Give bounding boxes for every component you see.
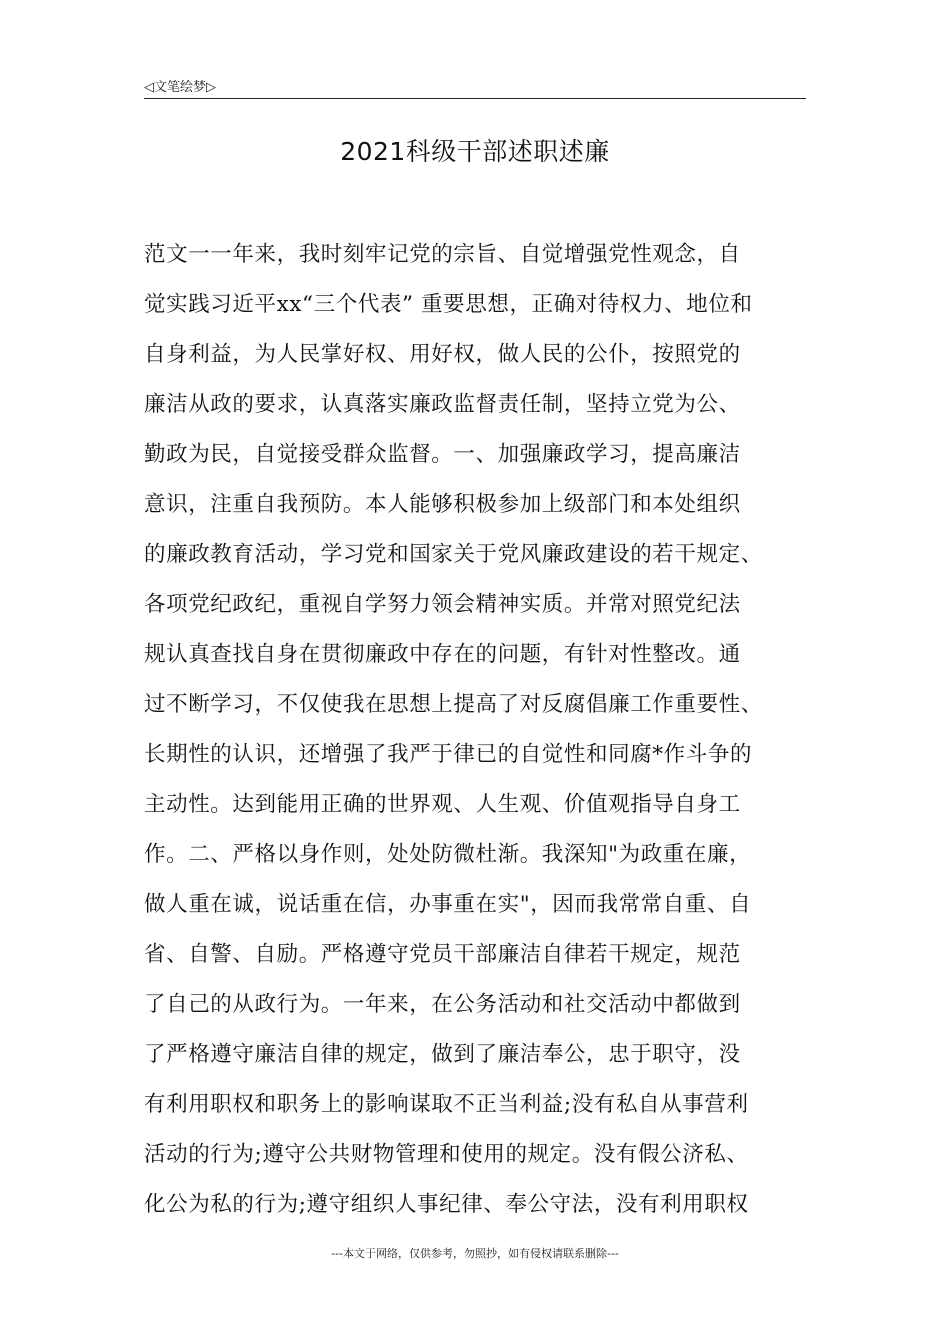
body-line: 自身利益，为人民掌好权、用好权，做人民的公仆，按照党的 <box>144 342 741 367</box>
body-line: 范文一一年来，我时刻牢记党的宗旨、自觉增强党性观念，自 <box>144 242 741 267</box>
body-line: 化公为私的行为;遵守组织人事纪律、奉公守法，没有利用职权 <box>144 1192 749 1217</box>
body-line: 作。二、严格以身作则，处处防微杜渐。我深知"为政重在廉， <box>144 842 752 867</box>
body-line: 活动的行为;遵守公共财物管理和使用的规定。没有假公济私、 <box>144 1142 749 1167</box>
document-body <box>144 230 844 1230</box>
body-line: 主动性。达到能用正确的世界观、人生观、价值观指导自身工 <box>144 792 741 817</box>
body-line: 意识，注重自我预防。本人能够积极参加上级部门和本处组织 <box>144 492 741 517</box>
body-line: 勤政为民，自觉接受群众监督。一、加强廉政学习，提高廉洁 <box>144 442 741 467</box>
page-header <box>144 70 806 99</box>
body-line: 了自己的从政行为。一年来，在公务活动和社交活动中都做到 <box>144 992 741 1017</box>
body-line: 有利用职权和职务上的影响谋取不正当利益;没有私自从事营利 <box>144 1092 749 1117</box>
body-line: 了严格遵守廉洁自律的规定，做到了廉洁奉公，忠于职守，没 <box>144 1042 741 1067</box>
body-line: 过不断学习，不仅使我在思想上提高了对反腐倡廉工作重要性、 <box>144 692 763 717</box>
body-line: 廉洁从政的要求，认真落实廉政监督责任制，坚持立党为公、 <box>144 392 741 417</box>
body-line: 觉实践习近平xx“三个代表” 重要思想，正确对待权力、地位和 <box>144 292 753 317</box>
body-line: 规认真查找自身在贯彻廉政中存在的问题，有针对性整改。通 <box>144 642 741 667</box>
body-line: 的廉政教育活动，学习党和国家关于党风廉政建设的若干规定、 <box>144 542 763 567</box>
header-label: ◁文笔绘梦▷ <box>144 80 216 95</box>
body-line: 省、自警、自励。严格遵守党员干部廉洁自律若干规定，规范 <box>144 942 741 967</box>
page-footer: ---本文于网络，仅供参考，勿照抄，如有侵权请联系删除--- <box>331 1247 619 1260</box>
body-line: 做人重在诚，说话重在信，办事重在实"，因而我常常自重、自 <box>144 892 752 917</box>
body-line: 各项党纪政纪，重视自学努力领会精神实质。并常对照党纪法 <box>144 592 741 617</box>
document-title: 2021科级干部述职述廉 <box>340 137 610 166</box>
body-line: 长期性的认识，还增强了我严于律已的自觉性和同腐*作斗争的 <box>144 742 753 767</box>
